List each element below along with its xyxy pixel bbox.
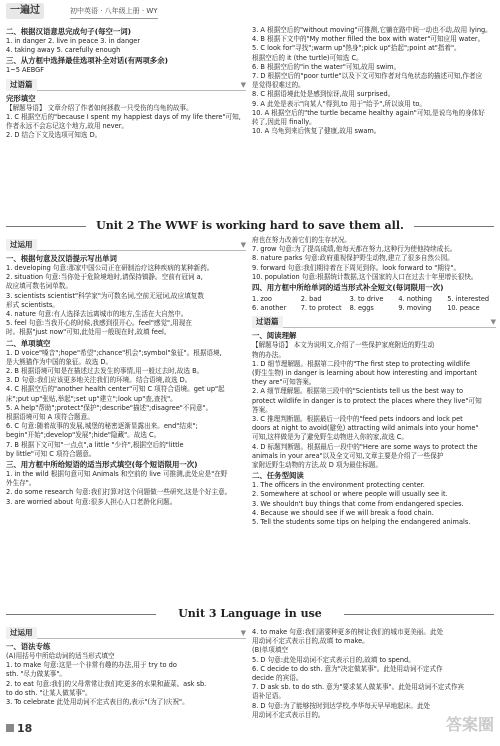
text-line: 3. scientists scientist"科学家"为可数名词,空前无冠词,故应填复数: [6, 291, 204, 300]
watermark: 答案圈: [445, 715, 494, 734]
text-line: 10. A 乌龟到来后恢复了健康,故用 swam。: [252, 127, 381, 136]
word-bank-cell: 1. zoo: [252, 295, 272, 304]
text-line: 10. population 句意:根据统计数据,这个国家的人口在过去十年里增长很快。: [252, 272, 478, 281]
unit2-title: Unit 2 The WWF is working hard to save them all.: [96, 219, 404, 232]
text-line: 用动词不定式表示目的。: [252, 710, 325, 719]
unit3-title: Unit 3 Language in use: [178, 607, 322, 620]
text-line: 四、用方框中所给单词的适当形式补全短文(每词限用一次): [252, 283, 444, 293]
word-bank-cell: 9. moving: [398, 304, 432, 313]
unit3-left-column: [6, 624, 246, 707]
text-line: 4. nature 句意:有人选择去远离城市的地方,生活在大自然中。: [6, 310, 188, 319]
text-line: 6. C decide to do sth. 意为"决定做某事"。此处用动词不定式作: [252, 664, 443, 673]
text-line: 1. D voice"嗓音";hope"希望";chance"机会";symbol"象征"。根据语境,: [6, 348, 222, 357]
text-line: 形式 scientists。: [6, 300, 59, 309]
text-line: 二、任务型阅读: [252, 471, 304, 481]
word-bank-cell: 4. nothing: [398, 295, 432, 304]
section-band: 过语篇 ▼: [6, 79, 246, 91]
text-line: 语补足语。: [252, 692, 285, 701]
page-marker-icon: [6, 724, 14, 732]
page-number: 18: [6, 722, 32, 735]
text-line: 物的办法。: [252, 350, 285, 359]
text-line: decide 的宾语。: [252, 674, 303, 683]
text-line: 6. B 根据空后的"in the water"可知,故用 swim。: [252, 62, 401, 71]
text-line: 作者永远不会忘记这个地方,故用 never。: [6, 122, 129, 131]
unit3-right-column: [252, 628, 496, 720]
text-line: 二、单项填空: [6, 338, 51, 348]
word-bank-cell: 10. peace: [447, 304, 480, 313]
text-line: 5. C look for"寻找";warm up"热身";pick up"拾起";point at"指着"。: [252, 44, 461, 53]
text-line: 1. The officers in the environment protecting center.: [252, 481, 425, 490]
word-bank-cell: 8. eggs: [349, 304, 374, 313]
word-bank-row: [252, 304, 496, 313]
text-line: (A)用括号中所给动词的适当形式填空: [6, 652, 115, 660]
text-line: to do sth. "让某人做某事"。: [6, 688, 92, 697]
section-band: 过运用 ▼: [6, 627, 246, 639]
text-line: 7. D ask sb. to do sth. 意为"要求某人做某事"。此处用动词不定式作宾: [252, 683, 465, 692]
text-line: 二、根据汉语意思完成句子(每空一词): [6, 27, 132, 36]
page-header: [0, 0, 500, 22]
text-line: 2. B 根据语境可知是在描述过去发生的事情,用一般过去时,故选 B。: [6, 367, 204, 376]
text-line: 一、根据句意及汉语提示写出单词: [6, 254, 117, 263]
text-line: 床";put up"张贴,举起";set up"建立";look up"查,查找"。: [6, 394, 177, 403]
text-line: 可知,这样做是为了避免野生动物进入你的家,故选 C。: [252, 433, 408, 442]
text-line: they are"可知答案。: [252, 378, 316, 387]
text-line: 7. D 根据空后的"poor turtle"以及下文可知作者对乌龟状态的描述可知,作者应: [252, 72, 483, 81]
text-line: 是大熊猫作为中国的象征。故选 D。: [6, 357, 113, 366]
text-line: 3. A 根据空后的"without moving"可推测,它躺在路中间一动也不动,故用 lying。: [252, 26, 492, 34]
text-line: 8. D 句意:为了能够按时到达学校,李华每天早早地起床。此处: [252, 701, 431, 710]
word-bank-grid: [252, 295, 496, 313]
text-line: 3. To celebrate 此处用动词不定式表目的,表示"(为了)庆祝"。: [6, 698, 189, 707]
text-line: 4. C 根据空后的"another health center"可知 C 项符合语境。get up"起: [6, 385, 225, 394]
text-line: 三、用方框中所给短语的适当形式填空(每个短语限用一次): [6, 460, 198, 470]
text-line: 3. D 句意:我们应该更多地关注我们的环境。结合语境,故选 D。: [6, 376, 192, 385]
unit-rule-left: [6, 226, 86, 227]
text-line: 1~5 AEBGF: [6, 66, 44, 75]
text-line: 2. situation 句意:当你处于危险境地时,请保持镇静。空前有冠词 a,: [6, 273, 203, 282]
text-line: begin"开始";develop"发展";hide"隐藏"。故选 C。: [6, 431, 161, 440]
text-line: 3. C 推理判断题。根据最后一段中的"feed pets indoors and lock pet: [252, 415, 463, 424]
text-line: 7. grow 句意:为了提高成绩,他每天都在努力,这种行为使他持续成长。: [252, 245, 457, 254]
text-line: 2. A 细节理解题。根据第三段中的"Scientists tell us the best way to: [252, 387, 464, 396]
text-line: 外生存"。: [6, 479, 36, 488]
text-line: 时。根据"just now"可知,此处用一般现在时,故填 feel。: [6, 328, 171, 337]
text-line: 转了,因此用 finally。: [252, 118, 316, 127]
text-line: 故应填可数名词单数。: [6, 282, 72, 291]
text-line: animals in your area"以及全文可知,文章主要是介绍了一些保护: [252, 451, 444, 460]
text-line: 5. A help"帮助";protect"保护";describe"描述";disagree"不同意"。: [6, 403, 213, 412]
word-bank-cell: 5. interested: [447, 295, 490, 304]
word-bank-cell: 7. to protect: [300, 304, 342, 313]
text-line: 【解题导语】 文章介绍了作者如何拯救一只受伤的乌龟的故事。: [6, 103, 193, 112]
text-line: 答案。: [252, 405, 272, 414]
text-line: 2. D 结合下文及选项可知选 D。: [6, 131, 102, 140]
unit-rule-right: [414, 226, 494, 227]
text-line: 4. B 根据下文中的"My mother filled the box with water"可知应用 water。: [252, 35, 485, 44]
word-bank-cell: 2. bad: [300, 295, 322, 304]
text-line: 6. C 句意:随着故事的发展,城堡的秘密逐渐显露出来。end"结束";: [6, 422, 198, 431]
text-line: 10. A 根据空后的"the turtle became healthy again"可知,是说乌龟的身体好: [252, 108, 485, 117]
text-line: 8. C 根据语境此处是感到惊讶,故用 surprised。: [252, 90, 395, 99]
text-line: 4. Because we should see if we will break a food chain.: [252, 508, 434, 517]
text-line: 2. Somewhere at school or where people will usually see it.: [252, 490, 448, 499]
text-line: 3. are worried about 句意:很多人担心人口老龄化问题。: [6, 497, 177, 506]
text-line: 用动词不定式表示目的,故填 to make。: [252, 637, 369, 646]
text-line: 2. do some research 句意:我们打算对这个问题做一些研究,这是个好主意。: [6, 488, 232, 497]
section-band: 过运用 ▼: [6, 239, 246, 251]
text-line: 【解题导语】 本文为说明文,介绍了一些保护家庭附近的野生动: [252, 341, 435, 350]
unit2-right-column: [252, 236, 496, 527]
text-line: 根据语境可知 A 项符合题意。: [6, 413, 94, 422]
text-line: 4. D 标题判断题。根据最后一段中的"Here are some ways to protect the: [252, 442, 478, 451]
text-line: 1. D 细节理解题。根据第二段中的"The first step to protecting wildlife: [252, 359, 470, 368]
text-line: 根据空后的 it (the turtle)可知选 C。: [252, 53, 363, 62]
text-line: 4. to make 句意:我们需要种更多的树让我们的城市更美丽。此处: [252, 628, 444, 636]
text-line: 7. B 根据下文可知"一点点",a little "少许",根据空后的"little: [6, 440, 184, 449]
text-line: protect wildlife in danger is to protect the places where they live"可知: [252, 396, 482, 405]
text-line: doors at night to avoid(避免) attracting wild animals into your home": [252, 424, 479, 433]
text-line: (B)单项填空: [252, 646, 289, 655]
text-line: 9. forward 句意:我们期待着在下周见到你。look forward to "期待"。: [252, 263, 461, 272]
text-line: 5. D 句意:此处用动词不定式表示目的,故填 to spend。: [252, 655, 415, 664]
text-line: 8. nature parks 句意:政府重视保护野生动物,建立了很多自然公园。: [252, 254, 454, 263]
left-top-column: [6, 26, 246, 140]
text-line: sth. "尽力做某事"。: [6, 670, 67, 679]
unit-rule-left: [6, 614, 156, 615]
brand-logo: 一遍过: [6, 3, 44, 19]
text-line: 1. developing 句意:那家中国公司正在研制治疗这种疾病的某种新药。: [6, 264, 214, 272]
text-line: 5. feel 句意:当我开心的时候,我感到很开心。feel"感觉",用现在: [6, 319, 192, 328]
word-bank-row: [252, 295, 496, 304]
text-line: 三、从方框中选择最佳选项补全对话(有两项多余): [6, 56, 168, 66]
text-line: 9. A 此处是表示"向某人"得到,to 用于"给予",所以该用 to。: [252, 99, 427, 108]
text-line: 3. We shouldn't buy things that come from endangered species.: [252, 499, 464, 508]
text-line: 2. to eat 句意:我们的父母常常让我们吃更多的水果和蔬菜。ask sb.: [6, 679, 207, 688]
word-bank-cell: 3. to drive: [349, 295, 384, 304]
text-line: 家附近野生动物的方法,故 D 项为最佳标题。: [252, 461, 383, 470]
text-line: 一、语法专练: [6, 642, 51, 651]
text-line: 4. taking away 5. carefully enough: [6, 46, 121, 55]
text-line: 一、阅读理解: [252, 331, 297, 341]
text-line: 是觉得很难过的。: [252, 81, 305, 90]
text-line: 完形填空: [6, 93, 36, 103]
text-line: 5. Tell the students some tips on helping the endangered animals.: [252, 518, 471, 527]
text-line: 1. in danger 2. live in peace 3. in danger: [6, 37, 141, 45]
unit2-left-column: [6, 236, 246, 507]
text-line: by little"可知 C 项符合题意。: [6, 449, 96, 458]
text-line: 1. in the wild 根据句意可知 Animals 和空前的 live 可推测,此处应是"在野: [6, 470, 228, 479]
unit-rule-right: [344, 614, 494, 615]
text-line: 1. to make 句意:这是一个非常有趣的办法,用于 try to do: [6, 661, 177, 670]
text-line: 府也在努力改善它们的生存状况。: [252, 236, 351, 244]
right-top-column: [252, 26, 496, 136]
text-line: 1. C 根据空后的"because I spent my happiest days of my life there"可知,: [6, 112, 241, 121]
section-band: 过语篇 ▼: [252, 316, 496, 328]
series-label: 初中英语 · 八年级上册 · WY: [70, 4, 158, 19]
word-bank-cell: 6. another: [252, 304, 287, 313]
text-line: (野生生物) in danger is learning about how interesting and important: [252, 369, 478, 378]
